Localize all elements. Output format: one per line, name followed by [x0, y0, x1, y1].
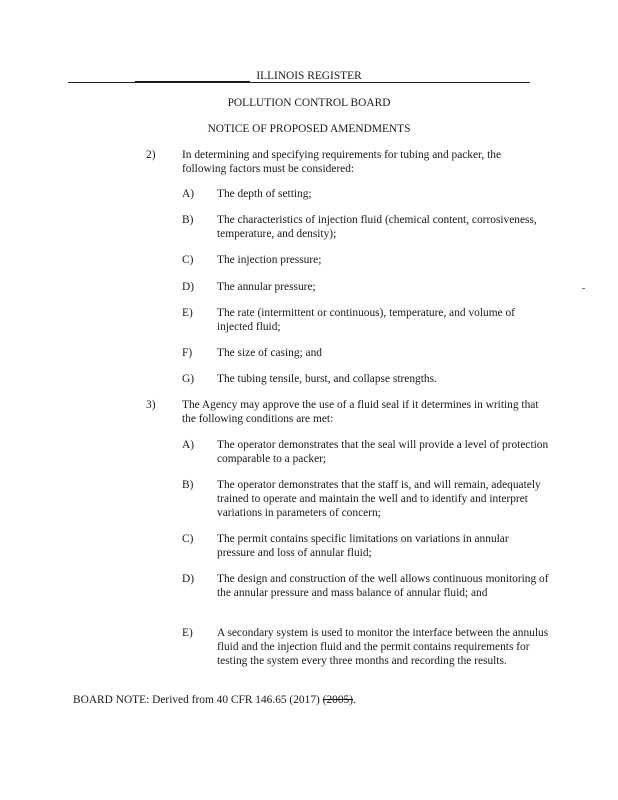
item-3e-text: A secondary system is used to monitor the interface between the annulus fluid and the injection fluid and the permit contains requirements for testing the system every three months and recording the results. [217, 627, 549, 667]
item-3d-text: The design and construction of the well allows continuous monitoring of the annular pressure and mass balance of annular fluid; and [217, 573, 549, 599]
item-2e-text: The rate (intermittent or continuous), temperature, and volume of injected fluid; [217, 307, 515, 333]
board-note-label: BOARD NOTE: [73, 694, 150, 706]
item-3e-letter: E) [182, 627, 193, 639]
item-2c-text: The injection pressure; [217, 254, 322, 266]
item-3a-text: The operator demonstrates that the seal will provide a level of protection comparable to a packer; [217, 439, 549, 465]
item-3a-letter: A) [182, 439, 195, 451]
margin-mark [582, 288, 585, 289]
item-3c-text: The permit contains specific limitations on variations in annular pressure and loss of annular fluid; [217, 533, 509, 559]
item-2b-text: The characteristics of injection fluid (chemical content, corrosiveness, temperature, and density); [217, 214, 537, 240]
board-note-end: . [353, 694, 356, 706]
board-title: POLLUTION CONTROL BOARD [227, 97, 391, 109]
item-2c-letter: C) [182, 254, 194, 266]
item-2g-letter: G) [182, 373, 195, 385]
item-3d-letter: D) [182, 573, 195, 585]
section-2-number: 2) [146, 149, 156, 161]
item-3b-text: The operator demonstrates that the staff is, and will remain, adequately trained to operate and maintain the well and to identify and interpret variations in parameters of concern; [217, 479, 541, 519]
section-3-text: The Agency may approve the use of a fluid seal if it determines in writing that the following conditions are met: [182, 399, 539, 425]
item-3b-letter: B) [182, 479, 194, 491]
item-2a-letter: A) [182, 188, 195, 200]
item-3c-letter: C) [182, 533, 194, 545]
item-2f-text: The size of casing; and [217, 347, 323, 359]
item-2g-text: The tubing tensile, burst, and collapse strengths. [217, 373, 437, 385]
register-title: ILLINOIS REGISTER [256, 70, 362, 82]
item-2f-letter: F) [182, 347, 193, 359]
item-2b-letter: B) [182, 214, 194, 226]
section-2-text: In determining and specifying requirements for tubing and packer, the following factors must be considered: [182, 149, 502, 175]
board-note [73, 693, 356, 707]
item-2e-letter: E) [182, 307, 193, 319]
notice-title: NOTICE OF PROPOSED AMENDMENTS [207, 123, 411, 135]
item-2d-text: The annular pressure; [217, 281, 316, 293]
section-3-number: 3) [146, 399, 156, 411]
item-2d-letter: D) [182, 281, 195, 293]
item-2a-text: The depth of setting; [217, 188, 312, 200]
board-note-text: Derived from 40 CFR 146.65 (2017) [152, 694, 320, 706]
board-note-struck: (2005) [322, 694, 354, 706]
